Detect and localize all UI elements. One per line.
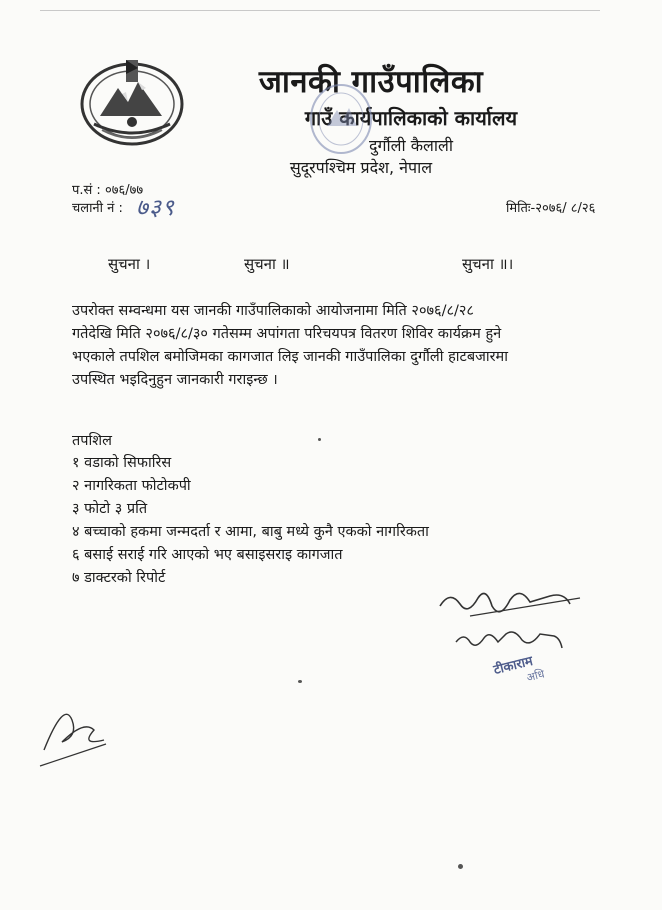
list-item: ७ डाक्टरको रिपोर्ट [72, 570, 166, 586]
body-line: उपरोक्त सम्वन्धमा यस जानकी गाउँपालिकाको आयोजनामा मिति २०७६/८/२८ [72, 303, 474, 319]
office-name: जानकी गाउँपालिका [258, 64, 484, 100]
body-line: भएकाले तपशिल बमोजिमका कागजात लिइ जानकी गाउँपालिका दुर्गौली हाटबजारमा [72, 349, 508, 365]
letter-date: मितिः-२०७६/ ८/२६ [506, 201, 596, 216]
body-line: उपस्थित भइदिनुहुन जानकारी गराइन्छ । [72, 372, 278, 388]
notice-heading-3: सुचना ॥। [462, 255, 514, 273]
stamp-title: अधि [525, 667, 546, 685]
office-location: दुर्गौली कैलाली [369, 136, 453, 155]
list-title: तपशिल [72, 433, 112, 449]
paper-speck [298, 680, 302, 683]
list-item: ४ बच्चाको हकमा जन्मदर्ता र आमा, बाबु मध्ये कुनै एकको नागरिकता [72, 524, 429, 540]
notice-heading-1: सुचना । [108, 255, 151, 273]
notice-heading-2: सुचना ॥ [244, 255, 290, 273]
list-item: १ वडाको सिफारिस [72, 455, 172, 471]
list-item: ६ बसाई सराई गरि आएको भए बसाइसराइ कागजात [72, 547, 343, 563]
paper-speck [458, 864, 463, 869]
list-item: २ नागरिकता फोटोकपी [72, 478, 191, 494]
stamp-name: टीकाराम [492, 653, 535, 679]
notice-body [72, 300, 612, 392]
body-line: गतेदेखि मिति २०७६/८/३० गतेसम्म अपांगता परिचयपत्र वितरण शिविर कार्यक्रम हुने [72, 326, 502, 342]
paper-speck [318, 438, 321, 441]
office-province: सुदूरपश्चिम प्रदेश, नेपाल [289, 158, 433, 177]
office-seal-icon [305, 80, 377, 158]
list-item: ३ फोटो ३ प्रति [72, 501, 148, 517]
top-rule [40, 10, 600, 11]
dispatch-label: चलानी नं : [72, 201, 123, 216]
office-subtitle: गाउँ कार्यपालिकाको कार्यालय [304, 106, 518, 130]
reference-number: प.सं : ०७६/७७ [72, 183, 144, 198]
initial-signature [34, 690, 114, 770]
requirements-list [72, 452, 429, 590]
dispatch-number: ७३९ [136, 195, 175, 221]
